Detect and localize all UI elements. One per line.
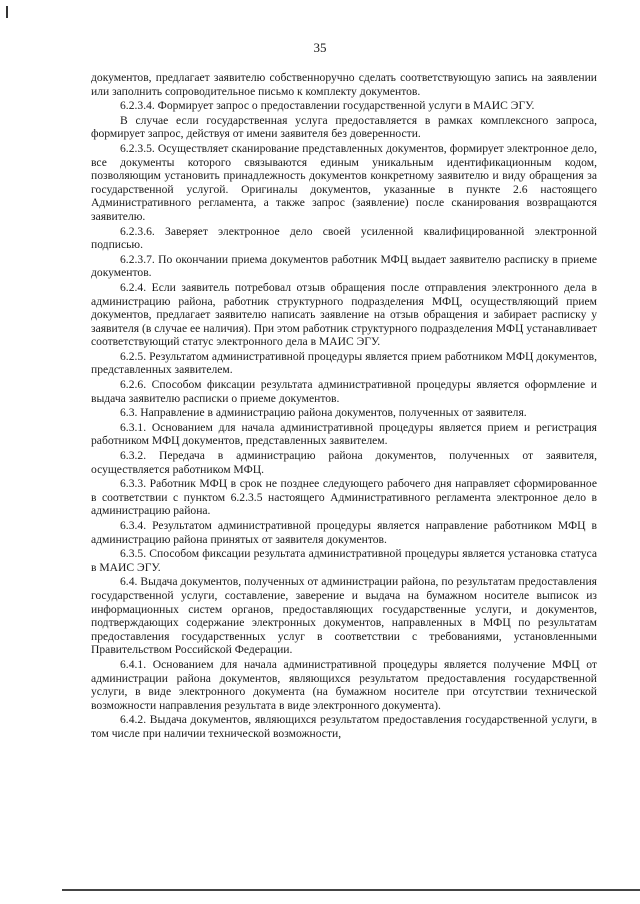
paragraph-6-3-1: 6.3.1. Основанием для начала административной процедуры является прием и регистрация работником МФЦ документов, представленных заявителем. xyxy=(91,420,597,448)
paragraph-6-4: 6.4. Выдача документов, полученных от администрации района, по результатам предоставления государственной услуги, составление, заверение и выдача на бумажном носителе выписок из информационных систем органов, предоставляющих государственные услуги, и документов, подтверждающих содержание электронных документов, направленных в МФЦ по результатам предоставления государственных услуг в соответствии с требованиями, установленными Правительством Российской Федерации. xyxy=(91,575,597,657)
paragraph-6-4-2: 6.4.2. Выдача документов, являющихся результатом предоставления государственной услуги, в том числе при наличии технической возможности, xyxy=(91,713,597,740)
paragraph-6-2-3-6: 6.2.3.6. Заверяет электронное дело своей усиленной квалифицированной электронной подписью. xyxy=(91,224,597,252)
paragraph-complex-request: В случае если государственная услуга предоставляется в рамках комплексного запроса, формирует запрос, действуя от имени заявителя без доверенности. xyxy=(91,113,597,141)
paragraph-6-3-2: 6.3.2. Передача в администрацию района документов, полученных от заявителя, осуществляется работником МФЦ. xyxy=(91,449,597,476)
scan-artifact-top-mark xyxy=(6,6,8,18)
paragraph-6-2-6: 6.2.6. Способом фиксации результата административной процедуры является оформление и выдача заявителю расписки о приеме документов. xyxy=(91,378,597,405)
document-body xyxy=(91,71,597,742)
paragraph-6-3-4: 6.3.4. Результатом административной процедуры является направление работником МФЦ в администрацию района принятых от заявителя документов. xyxy=(91,519,597,546)
paragraph-6-3-5: 6.3.5. Способом фиксации результата административной процедуры является установка статуса в МАИС ЭГУ. xyxy=(91,547,597,574)
paragraph-6-3-3: 6.3.3. Работник МФЦ в срок не позднее следующего рабочего дня направляет сформированное в соответствии с пунктом 6.2.3.5 настоящего Административного регламента электронное дело в администрацию района. xyxy=(91,477,597,518)
paragraph-6-2-4: 6.2.4. Если заявитель потребовал отзыв обращения после отправления электронного дела в администрацию района, работник структурного подразделения МФЦ, осуществляющий прием документов, предлагает заявителю написать заявление на отзыв обращения и забирает расписку у заявителя (в случае ее наличия). При этом работник структурного подразделения МФЦ устанавливает соответствующий статус электронного дела в МАИС ЭГУ. xyxy=(91,280,597,349)
paragraph-6-3: 6.3. Направление в администрацию района документов, полученных от заявителя. xyxy=(120,406,527,420)
paragraph-6-2-3-7: 6.2.3.7. По окончании приема документов работник МФЦ выдает заявителю расписку в приеме документов. xyxy=(91,252,597,280)
paragraph-6-2-3-5: 6.2.3.5. Осуществляет сканирование представленных документов, формирует электронное дело, все документы которого связываются единым уникальным идентификационным кодом, позволяющим установить принадлежность документов конкретному заявителю и виду обращения за государственной услугой. Оригиналы документов, указанные в пункте 2.6 настоящего Административного регламента, а также запрос (заявление) после сканирования возвращаются заявителю. xyxy=(91,141,597,223)
paragraph-6-2-5: 6.2.5. Результатом административной процедуры является прием работником МФЦ документов, представленных заявителем. xyxy=(91,349,597,377)
page-number: 35 xyxy=(313,40,327,55)
paragraph-6-4-1: 6.4.1. Основанием для начала административной процедуры является получение МФЦ от администрации района документов, являющихся результатом предоставления государственной услуги, в виде электронного документа (на бумажном носителе при отсутствии технической возможности направления результата в виде электронного документа). xyxy=(91,657,597,712)
paragraph-6-2-3-4: 6.2.3.4. Формирует запрос о предоставлении государственной услуги в МАИС ЭГУ. xyxy=(120,99,535,113)
scan-artifact-bottom-line xyxy=(62,889,640,891)
paragraph-continuation: документов, предлагает заявителю собственноручно сделать соответствующую запись на заявлении или заполнить сопроводительное письмо к комплекту документов. xyxy=(91,71,597,98)
